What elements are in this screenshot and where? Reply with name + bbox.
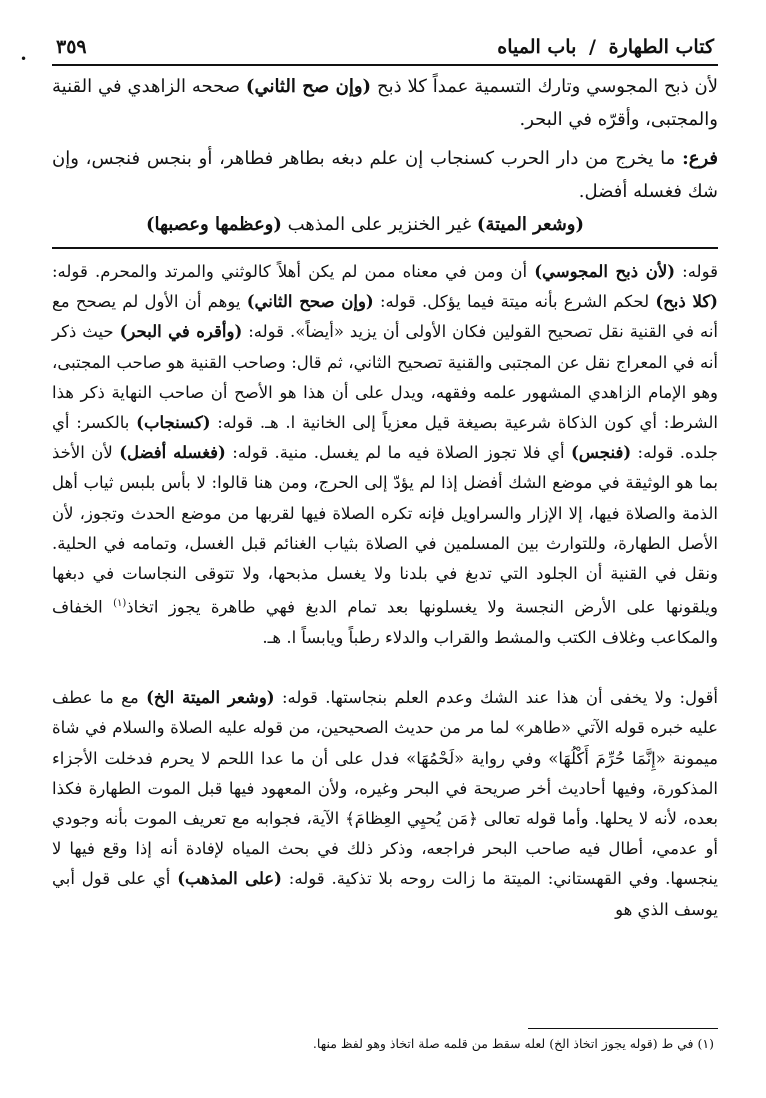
text-run: أقول: ولا يخفى أن هذا عند الشك وعدم العلم بنجاستها. قوله:	[274, 688, 718, 708]
bold-quote: (وعظمها وعصبها)	[145, 214, 282, 235]
text-run: الخفاف والمكاعب وغلاف الكتب والمشط والقراب والدلاء رطباً ويابساً ا. هـ.	[52, 597, 718, 647]
commentary	[52, 257, 718, 925]
main-text	[52, 70, 718, 208]
bold-quote: (وأقره في البحر)	[119, 322, 243, 342]
bold-quote: (كسنجاب)	[136, 413, 211, 433]
text-run: لحكم الشرع بأنه ميتة فيما يؤكل. قوله:	[373, 292, 656, 312]
text-run: قوله:	[675, 262, 718, 281]
footnote-divider	[528, 1028, 718, 1029]
running-header	[52, 36, 718, 66]
main-heading-line	[52, 208, 718, 245]
bold-quote: (فنجس)	[570, 443, 632, 463]
text-run: لأن ذبح المجوسي وتارك التسمية عمداً كلا ذبح	[371, 76, 719, 97]
text-run: صححه الزاهدي في القنية والمجتبى، وأقرّه في البحر.	[52, 76, 718, 130]
bold-quote: (فغسله أفضل)	[119, 443, 226, 463]
footnote-marker: (١)	[113, 598, 127, 610]
bold-quote: (وإن صحح الثاني)	[246, 292, 374, 312]
text-run: حيث ذكر أنه في المعراج نقل عن المجتبى والقنية تصحيح الثاني، ثم قال: وصاحب القنية هو صاحب المجتبى، وهو الإمام الزاهدي المشهور علمه وفقهه، ويدل على أن هذا هو الأصح أن صاحب النهاية ذكر هذا الشرط: أي كون الذكاة شرعية بصيغة قيل معزياً إلى الخانية ا. هـ. قوله:	[52, 322, 718, 433]
bold-quote: (وشعر الميتة)	[476, 214, 585, 235]
margin-dot: •	[20, 52, 28, 66]
text-run: بالكسر: أي جلده. قوله:	[52, 413, 718, 463]
footnote-text: في ط (قوله يجوز اتخاذ الخ) لعله سقط من قلمه صلة اتخاذ وهو لفظ منها.	[312, 1036, 694, 1051]
text-run: لأن الأخذ بما هو الوثيقة في موضع الشك أفضل إذا لم يؤدّ إلى الحرج، ومن هنا قالوا: لا بأس بلبس ثياب أهل الذمة والصلاة فيها، إلا الإزار والسراويل فإنه تكره الصلاة فيها لقربها من موضع الحدث وتجوز، لأن الأصل الطهارة، وللتوارث بين المسلمين في الصلاة بثياب الغنائم قبل الغسل، وتمامه في الحلية. ونقل في القنية أن الجلود التي تدبغ في بلدنا ولا يغسل مذبحها، ولا تتوقى النجاسات في دبغها ويلقونها على الأرض النجسة ولا يغسلونها بعد تمام الدبغ فهي طاهرة يجوز اتخاذ	[52, 443, 718, 617]
page-number: ٣٥٩	[56, 36, 87, 58]
footnote	[52, 1034, 714, 1054]
far-label: فرع:	[682, 148, 718, 169]
text-run: ما يخرج من دار الحرب كسنجاب إن علم دبغه بطاهر فطاهر، أو بنجس فنجس، وإن شك فغسله أفضل.	[52, 148, 718, 202]
header-title	[497, 36, 714, 58]
section-divider	[52, 247, 718, 249]
bold-quote: (وإن صح الثاني)	[245, 76, 372, 97]
main-paragraph	[52, 70, 718, 136]
commentary-paragraph	[52, 683, 718, 925]
text-run: غير الخنزير على المذهب	[281, 214, 477, 235]
far-paragraph	[52, 142, 718, 208]
text-run: أن ومن في معناه ممن لم يكن أهلاً كالوثني والمرتد والمحرم. قوله:	[52, 262, 535, 281]
footnote-number: (١)	[697, 1036, 714, 1051]
commentary-paragraph	[52, 257, 718, 653]
bold-quote: (على المذهب)	[177, 869, 282, 889]
bold-quote: (لأن ذبح المجوسي)	[534, 262, 676, 281]
text-run: أي على قول أبي يوسف الذي هو	[52, 869, 718, 919]
bold-quote: (وشعر الميتة الخ)	[146, 688, 275, 708]
text-run: مع ما عطف عليه خبره قوله الآتي «طاهر» لما مر من حديث الصحيحين، من قوله عليه الصلاة والسلام في شاة ميمونة «إِنَّمَا حُرِّمَ أَكْلُهَا» وفي رواية «لَحْمُهَا» فدل على أن ما عدا اللحم لا يحرم فدخلت الأجزاء المذكورة، وفيها أحاديث أخر صريحة في البحر وغيره، ولأن المعهود فيها قبل الموت الطهارة فكذا بعده، لأنه لا يحلها. وأما قوله تعالى ﴿مَن يُحيِي العِظامَ﴾ الآية، فجوابه مع تعريف الموت بأنه وجودي أو عدمي، أطال فيه صاحب البحر فراجعه، وذكر ذلك في بحث المياه لإفادة أنه إذا وقع فيها لا ينجسها. وفي القهستاني: الميتة ما زالت روحه بلا تذكية. قوله:	[52, 688, 718, 889]
text-run: يوهم أن الأول لم يصحح مع أنه في القنية نقل تصحيح القولين فكان الأولى أن يزيد «أيضاً». قوله:	[52, 292, 719, 342]
text-run: أي فلا تجوز الصلاة فيه ما لم يغسل. منية. قوله:	[225, 443, 571, 463]
header-separator: /	[589, 36, 596, 58]
bold-quote: (كلا ذبح)	[655, 292, 718, 312]
chapter-title: باب المياه	[497, 36, 577, 58]
book-title: كتاب الطهارة	[608, 36, 714, 58]
